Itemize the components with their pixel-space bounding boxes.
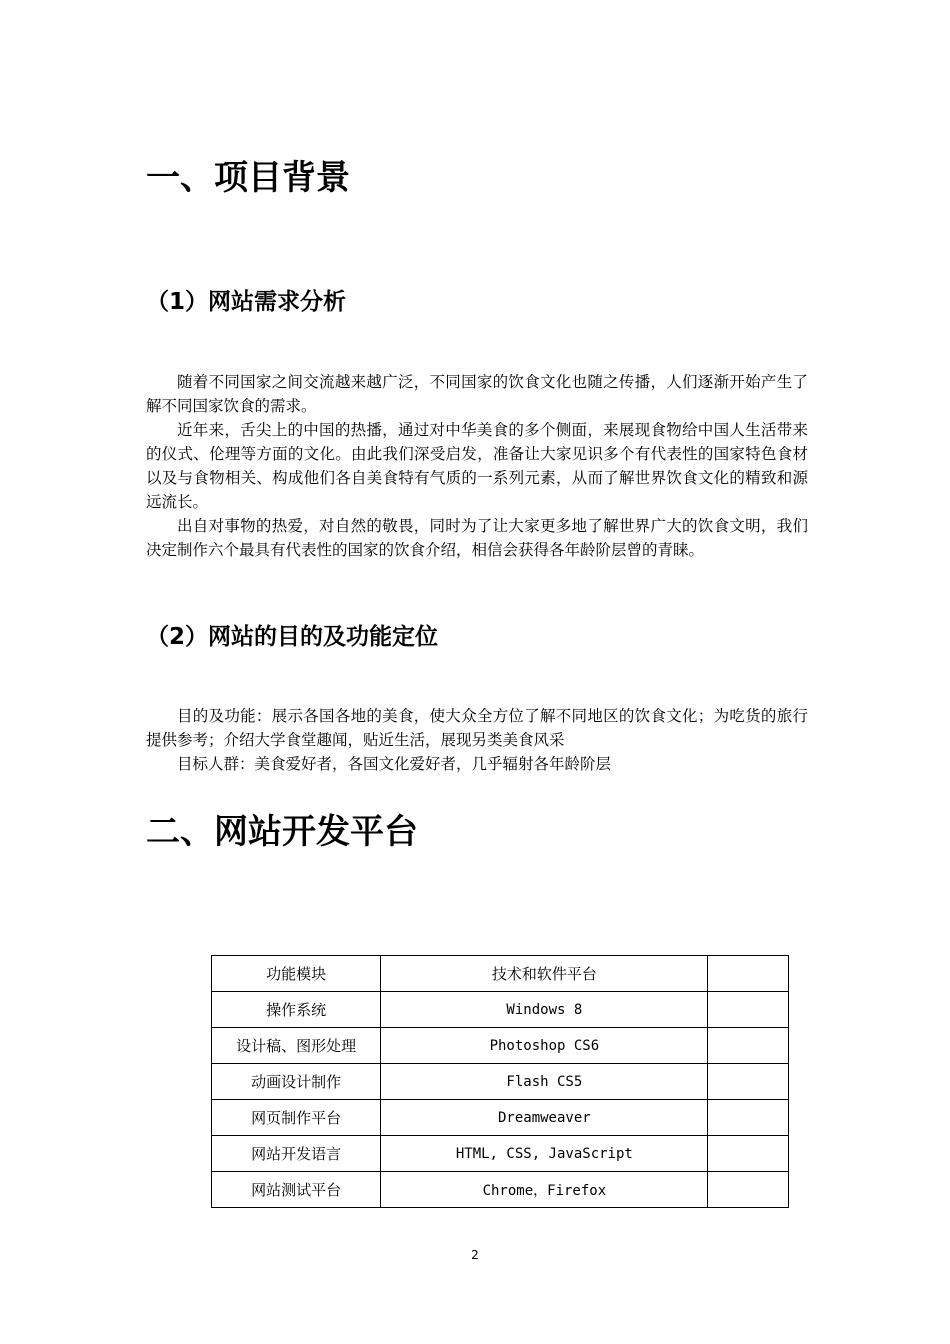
table-cell-module: 动画设计制作 [212,1064,381,1100]
subsection-2-heading: （2）网站的目的及功能定位 [146,624,439,650]
table-cell-module: 网页制作平台 [212,1100,381,1136]
table-row [212,1064,789,1100]
table-row [212,1100,789,1136]
paragraph: 出自对事物的热爱，对自然的敬畏，同时为了让大家更多地了解世界广大的饮食文明，我们决定制作六个最具有代表性的国家的饮食介绍，相信会获得各年龄阶层曾的青睐。 [146,517,808,559]
table-header-cell: 功能模块 [212,956,381,992]
table-row [212,1172,789,1208]
paragraph: 目标人群：美食爱好者，各国文化爱好者，几乎辐射各年龄阶层 [177,755,612,773]
page-number: 2 [471,1248,479,1262]
table-header-cell [708,956,789,992]
section-2-heading: 二、网站开发平台 [146,812,418,852]
platform-table [211,955,789,1208]
table-cell-platform: Dreamweaver [381,1100,708,1136]
table-cell-module: 网站开发语言 [212,1136,381,1172]
table-cell-extra [708,1100,789,1136]
table-row [212,1028,789,1064]
paragraph: 近年来，舌尖上的中国的热播，通过对中华美食的多个侧面，来展现食物给中国人生活带来的仪式、伦理等方面的文化。由此我们深受启发，准备让大家见识多个有代表性的国家特色食材以及与食物相关、构成他们各自美食特有气质的一系列元素，从而了解世界饮食文化的精致和源远流长。 [146,421,808,511]
table-cell-module: 设计稿、图形处理 [212,1028,381,1064]
paragraph: 随着不同国家之间交流越来越广泛，不同国家的饮食文化也随之传播，人们逐渐开始产生了解不同国家饮食的需求。 [146,373,808,415]
table-cell-extra [708,1028,789,1064]
paragraph: 目的及功能：展示各国各地的美食，使大众全方位了解不同地区的饮食文化；为吃货的旅行提供参考；介绍大学食堂趣闻，贴近生活，展现另类美食风采 [146,707,808,749]
table-row [212,992,789,1028]
table-cell-platform: Flash CS5 [381,1064,708,1100]
table-cell-extra [708,1172,789,1208]
table-cell-module: 网站测试平台 [212,1172,381,1208]
table-cell-extra [708,1136,789,1172]
section-1-heading: 一、项目背景 [146,158,350,198]
table-cell-platform: HTML, CSS, JavaScript [381,1136,708,1172]
table-row [212,1136,789,1172]
subsection-1-heading: （1）网站需求分析 [146,289,347,315]
table-cell-platform: Windows 8 [381,992,708,1028]
table-header-cell: 技术和软件平台 [381,956,708,992]
table-cell-extra [708,1064,789,1100]
table-cell-platform: Chrome，Firefox [381,1172,708,1208]
table-cell-module: 操作系统 [212,992,381,1028]
table-cell-platform: Photoshop CS6 [381,1028,708,1064]
table-cell-extra [708,992,789,1028]
table-header-row [212,956,789,992]
